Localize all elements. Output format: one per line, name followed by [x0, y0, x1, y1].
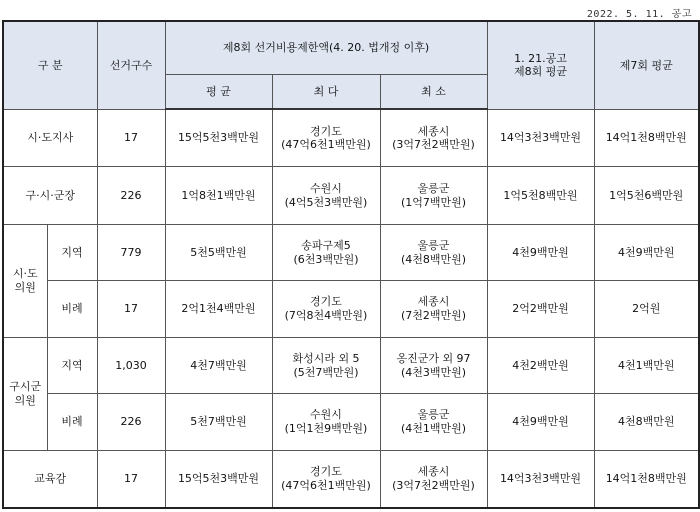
min-region: 세종시 [417, 465, 450, 479]
header-prev-avg: 제7회 평균 [594, 21, 699, 109]
row-label: 구·시·군장 [3, 167, 97, 225]
prev-cell: 2억원 [594, 281, 699, 338]
max-region: 수원시 [310, 181, 342, 195]
min-amount: (3억7천2백만원) [392, 478, 475, 492]
group-label-gusigun [3, 337, 47, 450]
table-row [3, 337, 699, 394]
min-region: 울릉군 [417, 238, 450, 252]
max-amount: (47억6천1백만원) [281, 478, 371, 492]
min-cell [380, 281, 487, 338]
table-row [3, 450, 699, 508]
avg-cell: 5천5백만원 [165, 224, 272, 281]
min-region: 세종시 [417, 124, 450, 138]
max-cell [272, 337, 380, 394]
max-amount: (6천3백만원) [293, 252, 359, 266]
max-amount: (7억8천4백만원) [284, 309, 368, 323]
avg-cell: 2억1천4백만원 [165, 281, 272, 338]
max-amount: (47억6천1백만원) [281, 138, 371, 152]
row-sublabel: 비례 [47, 281, 97, 338]
announce-cell: 14억3천3백만원 [487, 450, 594, 508]
header-avg: 평 균 [165, 74, 272, 109]
min-cell [380, 337, 487, 394]
announce-cell: 2억2백만원 [487, 281, 594, 338]
prev-cell: 4천1백만원 [594, 337, 699, 394]
max-region: 경기도 [310, 124, 342, 138]
prev-cell: 4천9백만원 [594, 224, 699, 281]
group-label-line: 의원 [14, 393, 36, 407]
header-announce [487, 21, 594, 109]
election-cost-table [2, 20, 700, 509]
min-cell [380, 224, 487, 281]
max-amount: (1억1천9백만원) [284, 422, 368, 436]
header-announce-line1: 1. 21.공고 [514, 51, 567, 65]
max-region: 경기도 [310, 295, 342, 309]
announce-cell: 4천2백만원 [487, 337, 594, 394]
min-cell [380, 394, 487, 451]
table-row [3, 394, 699, 451]
header-max: 최 다 [272, 74, 380, 109]
max-cell [272, 224, 380, 281]
min-region: 세종시 [417, 295, 450, 309]
prev-cell: 14억1천8백만원 [594, 109, 699, 167]
district-count: 17 [97, 450, 165, 508]
min-amount: (1억7백만원) [400, 195, 467, 209]
min-cell [380, 109, 487, 167]
district-count: 17 [97, 281, 165, 338]
announce-cell: 4천9백만원 [487, 224, 594, 281]
max-region: 송파구제5 [301, 238, 351, 252]
announcement-date: 2022. 5. 11. 공고 [586, 9, 692, 20]
max-region: 화성시라 외 5 [292, 351, 360, 365]
header-announce-line2: 제8회 평균 [514, 65, 567, 79]
max-cell [272, 394, 380, 451]
max-amount: (4억5천3백만원) [284, 195, 368, 209]
header-limit-group: 제8회 선거비용제한액(4. 20. 법개정 이후) [165, 21, 487, 74]
prev-cell: 14억1천8백만원 [594, 450, 699, 508]
group-label-sido [3, 224, 47, 337]
min-amount: (4천1백만원) [400, 422, 467, 436]
table-row [3, 281, 699, 338]
district-count: 226 [97, 394, 165, 451]
max-cell [272, 450, 380, 508]
district-count: 226 [97, 167, 165, 225]
min-amount: (3억7천2백만원) [392, 138, 475, 152]
announce-cell: 14억3천3백만원 [487, 109, 594, 167]
row-label: 시·도지사 [3, 109, 97, 167]
avg-cell: 15억5천3백만원 [165, 450, 272, 508]
group-label-line: 시·도 [12, 267, 38, 281]
announce-cell: 1억5천8백만원 [487, 167, 594, 225]
announce-cell: 4천9백만원 [487, 394, 594, 451]
avg-cell: 15억5천3백만원 [165, 109, 272, 167]
max-cell [272, 109, 380, 167]
row-sublabel: 비례 [47, 394, 97, 451]
header-division: 구 분 [3, 21, 97, 109]
prev-cell: 1억5천6백만원 [594, 167, 699, 225]
max-amount: (5천7백만원) [293, 365, 359, 379]
row-label: 교육감 [3, 450, 97, 508]
max-region: 수원시 [310, 408, 342, 422]
district-count: 779 [97, 224, 165, 281]
max-cell [272, 281, 380, 338]
min-region: 울릉군 [417, 181, 450, 195]
row-sublabel: 지역 [47, 224, 97, 281]
row-sublabel: 지역 [47, 337, 97, 394]
table-row [3, 167, 699, 225]
header-districts: 선거구수 [97, 21, 165, 109]
min-amount: (4천3백만원) [400, 365, 467, 379]
avg-cell: 4천7백만원 [165, 337, 272, 394]
table-row [3, 224, 699, 281]
avg-cell: 1억8천1백만원 [165, 167, 272, 225]
group-label-line: 의원 [14, 280, 36, 294]
min-amount: (4천8백만원) [400, 252, 467, 266]
max-region: 경기도 [310, 465, 342, 479]
table-row [3, 109, 699, 167]
min-region: 울릉군 [417, 408, 450, 422]
group-label-line: 구시군 [9, 380, 42, 394]
avg-cell: 5천7백만원 [165, 394, 272, 451]
header-min: 최 소 [380, 74, 487, 109]
min-cell [380, 167, 487, 225]
max-cell [272, 167, 380, 225]
min-amount: (7천2백만원) [400, 309, 467, 323]
min-cell [380, 450, 487, 508]
district-count: 1,030 [97, 337, 165, 394]
district-count: 17 [97, 109, 165, 167]
min-region: 옹진군가 외 97 [396, 351, 471, 365]
prev-cell: 4천8백만원 [594, 394, 699, 451]
